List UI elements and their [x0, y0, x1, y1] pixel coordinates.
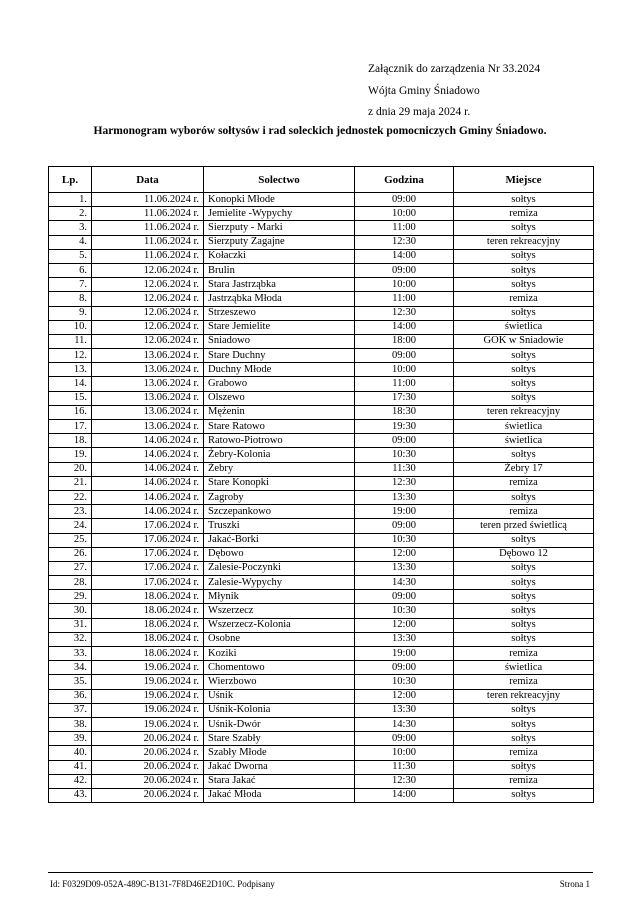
cell-solectwo: Ratowo-Piotrowo	[204, 434, 355, 448]
table-row	[49, 193, 594, 207]
table-row	[49, 746, 594, 760]
cell-time: 10:30	[355, 675, 454, 689]
cell-place: remiza	[454, 207, 594, 221]
cell-date: 11.06.2024 r.	[92, 249, 204, 263]
table-row	[49, 405, 594, 419]
cell-time: 11:00	[355, 292, 454, 306]
cell-date: 17.06.2024 r.	[92, 561, 204, 575]
cell-lp: 27.	[49, 561, 92, 575]
cell-lp: 36.	[49, 689, 92, 703]
cell-time: 13:30	[355, 561, 454, 575]
cell-lp: 2.	[49, 207, 92, 221]
cell-lp: 26.	[49, 547, 92, 561]
cell-place: świetlica	[454, 661, 594, 675]
cell-time: 12:00	[355, 618, 454, 632]
document-title: Harmonogram wyborów sołtysów i rad soleckich jednostek pomocniczych Gminy Śniadowo.	[93, 125, 547, 137]
cell-date: 13.06.2024 r.	[92, 363, 204, 377]
table-row	[49, 590, 594, 604]
cell-lp: 11.	[49, 334, 92, 348]
cell-time: 12:30	[355, 476, 454, 490]
cell-date: 11.06.2024 r.	[92, 221, 204, 235]
cell-lp: 35.	[49, 675, 92, 689]
cell-place: sołtys	[454, 448, 594, 462]
table-row	[49, 661, 594, 675]
cell-date: 12.06.2024 r.	[92, 292, 204, 306]
table-row	[49, 306, 594, 320]
cell-lp: 28.	[49, 576, 92, 590]
cell-date: 14.06.2024 r.	[92, 434, 204, 448]
table-row	[49, 263, 594, 277]
footer-divider	[48, 872, 593, 873]
cell-date: 19.06.2024 r.	[92, 689, 204, 703]
cell-time: 09:00	[355, 590, 454, 604]
cell-date: 17.06.2024 r.	[92, 576, 204, 590]
table-row	[49, 420, 594, 434]
election-schedule-table	[48, 166, 594, 803]
table-row	[49, 334, 594, 348]
cell-place: remiza	[454, 647, 594, 661]
cell-solectwo: Strzeszewo	[204, 306, 355, 320]
table-row	[49, 221, 594, 235]
cell-lp: 9.	[49, 306, 92, 320]
cell-time: 18:30	[355, 405, 454, 419]
cell-date: 20.06.2024 r.	[92, 774, 204, 788]
cell-place: świetlica	[454, 320, 594, 334]
cell-time: 17:30	[355, 391, 454, 405]
cell-lp: 19.	[49, 448, 92, 462]
cell-time: 09:00	[355, 661, 454, 675]
cell-time: 11:00	[355, 221, 454, 235]
attachment-line-1: Załącznik do zarządzenia Nr 33.2024	[368, 63, 541, 75]
cell-solectwo: Śniadowo	[204, 334, 355, 348]
cell-solectwo: Młynik	[204, 590, 355, 604]
cell-time: 19:00	[355, 647, 454, 661]
cell-date: 20.06.2024 r.	[92, 732, 204, 746]
cell-place: sołtys	[454, 193, 594, 207]
cell-time: 19:00	[355, 505, 454, 519]
table-row	[49, 675, 594, 689]
cell-solectwo: Szczepankowo	[204, 505, 355, 519]
cell-place: sołtys	[454, 533, 594, 547]
cell-date: 13.06.2024 r.	[92, 349, 204, 363]
cell-solectwo: Jakać Dworna	[204, 760, 355, 774]
cell-place: Dębowo 12	[454, 547, 594, 561]
cell-lp: 29.	[49, 590, 92, 604]
cell-lp: 34.	[49, 661, 92, 675]
cell-date: 18.06.2024 r.	[92, 590, 204, 604]
cell-time: 11:00	[355, 377, 454, 391]
cell-date: 19.06.2024 r.	[92, 675, 204, 689]
cell-lp: 41.	[49, 760, 92, 774]
cell-place: sołtys	[454, 278, 594, 292]
cell-solectwo: Stare Duchny	[204, 349, 355, 363]
cell-lp: 23.	[49, 505, 92, 519]
cell-solectwo: Stare Ratowo	[204, 420, 355, 434]
cell-date: 13.06.2024 r.	[92, 377, 204, 391]
cell-solectwo: Olszewo	[204, 391, 355, 405]
cell-place: sołtys	[454, 618, 594, 632]
cell-lp: 32.	[49, 632, 92, 646]
cell-date: 20.06.2024 r.	[92, 746, 204, 760]
cell-lp: 14.	[49, 377, 92, 391]
table-row	[49, 760, 594, 774]
cell-place: remiza	[454, 292, 594, 306]
cell-lp: 24.	[49, 519, 92, 533]
table-row	[49, 320, 594, 334]
cell-lp: 38.	[49, 717, 92, 731]
cell-lp: 40.	[49, 746, 92, 760]
table-row	[49, 448, 594, 462]
cell-solectwo: Wszerzecz-Kolonia	[204, 618, 355, 632]
cell-place: sołtys	[454, 306, 594, 320]
table-row	[49, 207, 594, 221]
cell-place: sołtys	[454, 590, 594, 604]
cell-solectwo: Jakać-Borki	[204, 533, 355, 547]
cell-date: 19.06.2024 r.	[92, 717, 204, 731]
cell-place: sołtys	[454, 221, 594, 235]
cell-solectwo: Żebry	[204, 462, 355, 476]
cell-date: 12.06.2024 r.	[92, 278, 204, 292]
cell-time: 10:30	[355, 604, 454, 618]
table-row	[49, 604, 594, 618]
header-time: Godzina	[355, 167, 454, 193]
cell-date: 12.06.2024 r.	[92, 263, 204, 277]
table-row	[49, 278, 594, 292]
cell-date: 20.06.2024 r.	[92, 760, 204, 774]
table-row	[49, 788, 594, 802]
cell-place: świetlica	[454, 420, 594, 434]
cell-solectwo: Żebry-Kolonia	[204, 448, 355, 462]
cell-solectwo: Grabowo	[204, 377, 355, 391]
cell-lp: 20.	[49, 462, 92, 476]
cell-solectwo: Jakać Młoda	[204, 788, 355, 802]
table-row	[49, 434, 594, 448]
cell-lp: 21.	[49, 476, 92, 490]
cell-solectwo: Truszki	[204, 519, 355, 533]
cell-place: sołtys	[454, 490, 594, 504]
cell-date: 12.06.2024 r.	[92, 306, 204, 320]
cell-date: 18.06.2024 r.	[92, 604, 204, 618]
table-body	[49, 193, 594, 803]
table-row	[49, 505, 594, 519]
header-date: Data	[92, 167, 204, 193]
document-id: Id: F0329D09-052A-489C-B131-7F8D46E2D10C. Podpisany	[50, 879, 275, 889]
cell-date: 14.06.2024 r.	[92, 476, 204, 490]
cell-date: 11.06.2024 r.	[92, 207, 204, 221]
cell-time: 14:00	[355, 249, 454, 263]
cell-place: sołtys	[454, 632, 594, 646]
cell-place: sołtys	[454, 703, 594, 717]
cell-date: 14.06.2024 r.	[92, 490, 204, 504]
cell-place: remiza	[454, 774, 594, 788]
cell-place: remiza	[454, 476, 594, 490]
cell-solectwo: Konopki Młode	[204, 193, 355, 207]
cell-place: sołtys	[454, 349, 594, 363]
cell-lp: 33.	[49, 647, 92, 661]
attachment-note	[368, 59, 540, 124]
cell-lp: 42.	[49, 774, 92, 788]
cell-date: 19.06.2024 r.	[92, 703, 204, 717]
table-row	[49, 689, 594, 703]
cell-place: remiza	[454, 505, 594, 519]
cell-time: 14:30	[355, 717, 454, 731]
cell-time: 11:30	[355, 760, 454, 774]
table-row	[49, 618, 594, 632]
cell-time: 12:30	[355, 235, 454, 249]
cell-solectwo: Koziki	[204, 647, 355, 661]
table-row	[49, 476, 594, 490]
cell-time: 09:00	[355, 434, 454, 448]
cell-place: sołtys	[454, 263, 594, 277]
cell-date: 18.06.2024 r.	[92, 647, 204, 661]
cell-date: 18.06.2024 r.	[92, 632, 204, 646]
cell-lp: 18.	[49, 434, 92, 448]
cell-time: 09:00	[355, 519, 454, 533]
cell-lp: 25.	[49, 533, 92, 547]
cell-place: sołtys	[454, 788, 594, 802]
cell-solectwo: Sierzputy - Marki	[204, 221, 355, 235]
cell-time: 10:30	[355, 448, 454, 462]
table-row	[49, 632, 594, 646]
cell-time: 12:00	[355, 547, 454, 561]
cell-solectwo: Uśnik-Kolonia	[204, 703, 355, 717]
cell-solectwo: Wszerzecz	[204, 604, 355, 618]
cell-lp: 4.	[49, 235, 92, 249]
table-row	[49, 235, 594, 249]
table-row	[49, 391, 594, 405]
cell-solectwo: Uśnik-Dwór	[204, 717, 355, 731]
cell-solectwo: Zagroby	[204, 490, 355, 504]
cell-solectwo: Mężenin	[204, 405, 355, 419]
table-row	[49, 377, 594, 391]
cell-lp: 3.	[49, 221, 92, 235]
header-place: Miejsce	[454, 167, 594, 193]
cell-lp: 16.	[49, 405, 92, 419]
cell-lp: 22.	[49, 490, 92, 504]
cell-solectwo: Stare Jemielite	[204, 320, 355, 334]
cell-time: 09:00	[355, 732, 454, 746]
cell-time: 13:30	[355, 703, 454, 717]
cell-place: sołtys	[454, 732, 594, 746]
cell-solectwo: Chomentowo	[204, 661, 355, 675]
cell-place: sołtys	[454, 249, 594, 263]
cell-lp: 6.	[49, 263, 92, 277]
cell-lp: 10.	[49, 320, 92, 334]
cell-place: teren rekreacyjny	[454, 405, 594, 419]
cell-time: 14:00	[355, 788, 454, 802]
cell-solectwo: Osobne	[204, 632, 355, 646]
cell-date: 13.06.2024 r.	[92, 405, 204, 419]
header-solectwo: Solectwo	[204, 167, 355, 193]
cell-solectwo: Stara Jakać	[204, 774, 355, 788]
table-row	[49, 717, 594, 731]
cell-time: 12:30	[355, 774, 454, 788]
cell-date: 14.06.2024 r.	[92, 462, 204, 476]
page-number: Strona 1	[559, 879, 590, 889]
cell-date: 13.06.2024 r.	[92, 391, 204, 405]
cell-solectwo: Uśnik	[204, 689, 355, 703]
cell-lp: 37.	[49, 703, 92, 717]
cell-date: 11.06.2024 r.	[92, 235, 204, 249]
cell-time: 09:00	[355, 349, 454, 363]
cell-date: 18.06.2024 r.	[92, 618, 204, 632]
cell-lp: 5.	[49, 249, 92, 263]
cell-solectwo: Jastrząbka Młoda	[204, 292, 355, 306]
cell-time: 14:00	[355, 320, 454, 334]
cell-solectwo: Zalesie-Wypychy	[204, 576, 355, 590]
cell-date: 19.06.2024 r.	[92, 661, 204, 675]
cell-date: 12.06.2024 r.	[92, 334, 204, 348]
cell-time: 10:00	[355, 363, 454, 377]
cell-lp: 17.	[49, 420, 92, 434]
attachment-line-2: Wójta Gminy Śniadowo	[368, 84, 480, 97]
cell-place: sołtys	[454, 760, 594, 774]
cell-lp: 43.	[49, 788, 92, 802]
cell-date: 11.06.2024 r.	[92, 193, 204, 207]
cell-solectwo: Wierzbowo	[204, 675, 355, 689]
cell-date: 12.06.2024 r.	[92, 320, 204, 334]
attachment-line-3: z dnia 29 maja 2024 r.	[368, 106, 471, 118]
table-row	[49, 363, 594, 377]
cell-place: teren przed świetlicą	[454, 519, 594, 533]
table-header-row	[49, 167, 594, 193]
table-row	[49, 576, 594, 590]
cell-solectwo: Jemielite -Wypychy	[204, 207, 355, 221]
cell-solectwo: Brulin	[204, 263, 355, 277]
header-lp: Lp.	[49, 167, 92, 193]
cell-time: 13:30	[355, 490, 454, 504]
cell-place: sołtys	[454, 363, 594, 377]
cell-place: sołtys	[454, 561, 594, 575]
table-row	[49, 732, 594, 746]
cell-place: sołtys	[454, 391, 594, 405]
table-row	[49, 462, 594, 476]
cell-lp: 30.	[49, 604, 92, 618]
cell-time: 18:00	[355, 334, 454, 348]
table-row	[49, 349, 594, 363]
table-row	[49, 533, 594, 547]
cell-lp: 31.	[49, 618, 92, 632]
cell-lp: 8.	[49, 292, 92, 306]
cell-solectwo: Stara Jastrząbka	[204, 278, 355, 292]
cell-place: Żebry 17	[454, 462, 594, 476]
table-row	[49, 774, 594, 788]
cell-lp: 12.	[49, 349, 92, 363]
cell-time: 10:00	[355, 278, 454, 292]
table-row	[49, 547, 594, 561]
cell-date: 17.06.2024 r.	[92, 533, 204, 547]
table-row	[49, 519, 594, 533]
cell-time: 13:30	[355, 632, 454, 646]
cell-place: świetlica	[454, 434, 594, 448]
cell-lp: 1.	[49, 193, 92, 207]
cell-date: 13.06.2024 r.	[92, 420, 204, 434]
table-row	[49, 703, 594, 717]
cell-place: sołtys	[454, 717, 594, 731]
cell-time: 11:30	[355, 462, 454, 476]
cell-solectwo: Dębowo	[204, 547, 355, 561]
cell-date: 14.06.2024 r.	[92, 448, 204, 462]
cell-place: sołtys	[454, 377, 594, 391]
cell-time: 10:00	[355, 207, 454, 221]
cell-lp: 39.	[49, 732, 92, 746]
cell-place: remiza	[454, 746, 594, 760]
cell-place: sołtys	[454, 576, 594, 590]
table-row	[49, 292, 594, 306]
cell-solectwo: Stare Konopki	[204, 476, 355, 490]
cell-time: 12:30	[355, 306, 454, 320]
cell-date: 20.06.2024 r.	[92, 788, 204, 802]
cell-solectwo: Szabły Młode	[204, 746, 355, 760]
cell-lp: 13.	[49, 363, 92, 377]
cell-place: GOK w Śniadowie	[454, 334, 594, 348]
cell-date: 14.06.2024 r.	[92, 505, 204, 519]
cell-time: 10:30	[355, 533, 454, 547]
cell-solectwo: Kołaczki	[204, 249, 355, 263]
cell-solectwo: Stare Szabły	[204, 732, 355, 746]
cell-lp: 15.	[49, 391, 92, 405]
cell-time: 19:30	[355, 420, 454, 434]
cell-time: 10:00	[355, 746, 454, 760]
cell-time: 09:00	[355, 193, 454, 207]
cell-place: sołtys	[454, 604, 594, 618]
table-row	[49, 490, 594, 504]
cell-time: 14:30	[355, 576, 454, 590]
cell-solectwo: Duchny Młode	[204, 363, 355, 377]
cell-solectwo: Sierzputy Zagajne	[204, 235, 355, 249]
cell-date: 17.06.2024 r.	[92, 519, 204, 533]
cell-place: teren rekreacyjny	[454, 689, 594, 703]
table-row	[49, 561, 594, 575]
cell-place: teren rekreacyjny	[454, 235, 594, 249]
table-row	[49, 647, 594, 661]
cell-date: 17.06.2024 r.	[92, 547, 204, 561]
cell-time: 12:00	[355, 689, 454, 703]
cell-lp: 7.	[49, 278, 92, 292]
cell-time: 09:00	[355, 263, 454, 277]
cell-place: remiza	[454, 675, 594, 689]
cell-solectwo: Zalesie-Poczynki	[204, 561, 355, 575]
table-row	[49, 249, 594, 263]
